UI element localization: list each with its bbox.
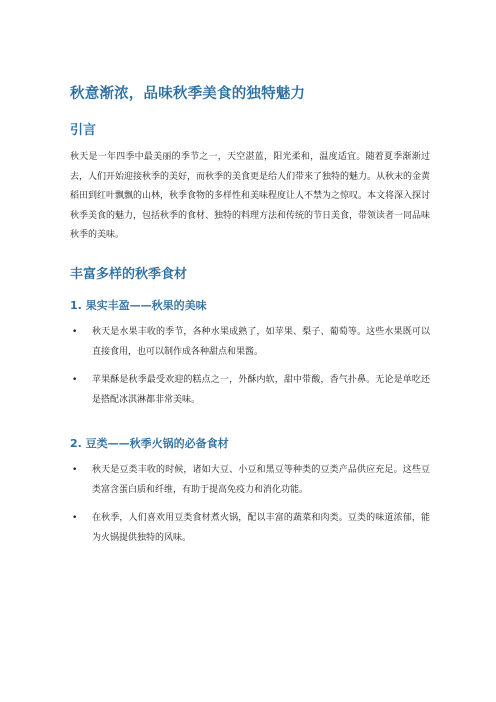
subsection-heading-beans: 2. 豆类——秋季火锅的必备食材 bbox=[70, 437, 229, 450]
section-heading: 丰富多样的秋季食材 bbox=[70, 267, 188, 282]
subsection-heading-fruit: 1. 果实丰盈——秋果的美味 bbox=[70, 299, 207, 312]
document-title: 秋意渐浓，品味秋季美食的独特魅力 bbox=[70, 86, 306, 102]
intro-paragraph: 秋天是一年四季中最美丽的季节之一，天空湛蓝，阳光柔和，温度适宜。随着夏季渐渐过去，人们开始迎接秋季的美好，而秋季的美食更是给人们带来了独特的魅力。从秋末的金黄稻田到红叶飘飘的山林，秋季食物的多样性和美味程度让人不禁为之惊叹。本文将深入探讨秋季美食的魅力，包括秋季的食材、独特的料理方法和传统的节日美食，带领读者一同品味秋季的美味。 bbox=[70, 152, 431, 241]
list-item-text: 在秋季，人们喜欢用豆类食材煮火锅，配以丰富的蔬菜和肉类。豆类的味道浓郁，能为火锅提供独特的风味。 bbox=[92, 513, 430, 543]
list-item bbox=[70, 370, 430, 410]
bullet-icon: • bbox=[72, 375, 78, 385]
bullet-icon: • bbox=[72, 513, 78, 523]
list-item-text: 苹果酥是秋季最受欢迎的糕点之一，外酥内软，甜中带酸，香气扑鼻。无论是单吃还是搭配冰淇淋都非常美味。 bbox=[92, 375, 430, 405]
list-item-text: 秋天是水果丰收的季节，各种水果成熟了，如苹果、梨子、葡萄等。这些水果既可以直接食用，也可以制作成各种甜点和果酱。 bbox=[92, 327, 430, 357]
intro-heading: 引言 bbox=[70, 123, 97, 138]
bullet-icon: • bbox=[72, 327, 78, 337]
bullet-icon: • bbox=[72, 465, 78, 475]
list-item-text: 秋天是豆类丰收的时候，诸如大豆、小豆和黑豆等种类的豆类产品供应充足。这些豆类富含蛋白质和纤维，有助于提高免疫力和消化功能。 bbox=[92, 465, 430, 495]
list-item bbox=[70, 460, 430, 500]
list-item bbox=[70, 508, 430, 548]
list-item bbox=[70, 322, 430, 362]
